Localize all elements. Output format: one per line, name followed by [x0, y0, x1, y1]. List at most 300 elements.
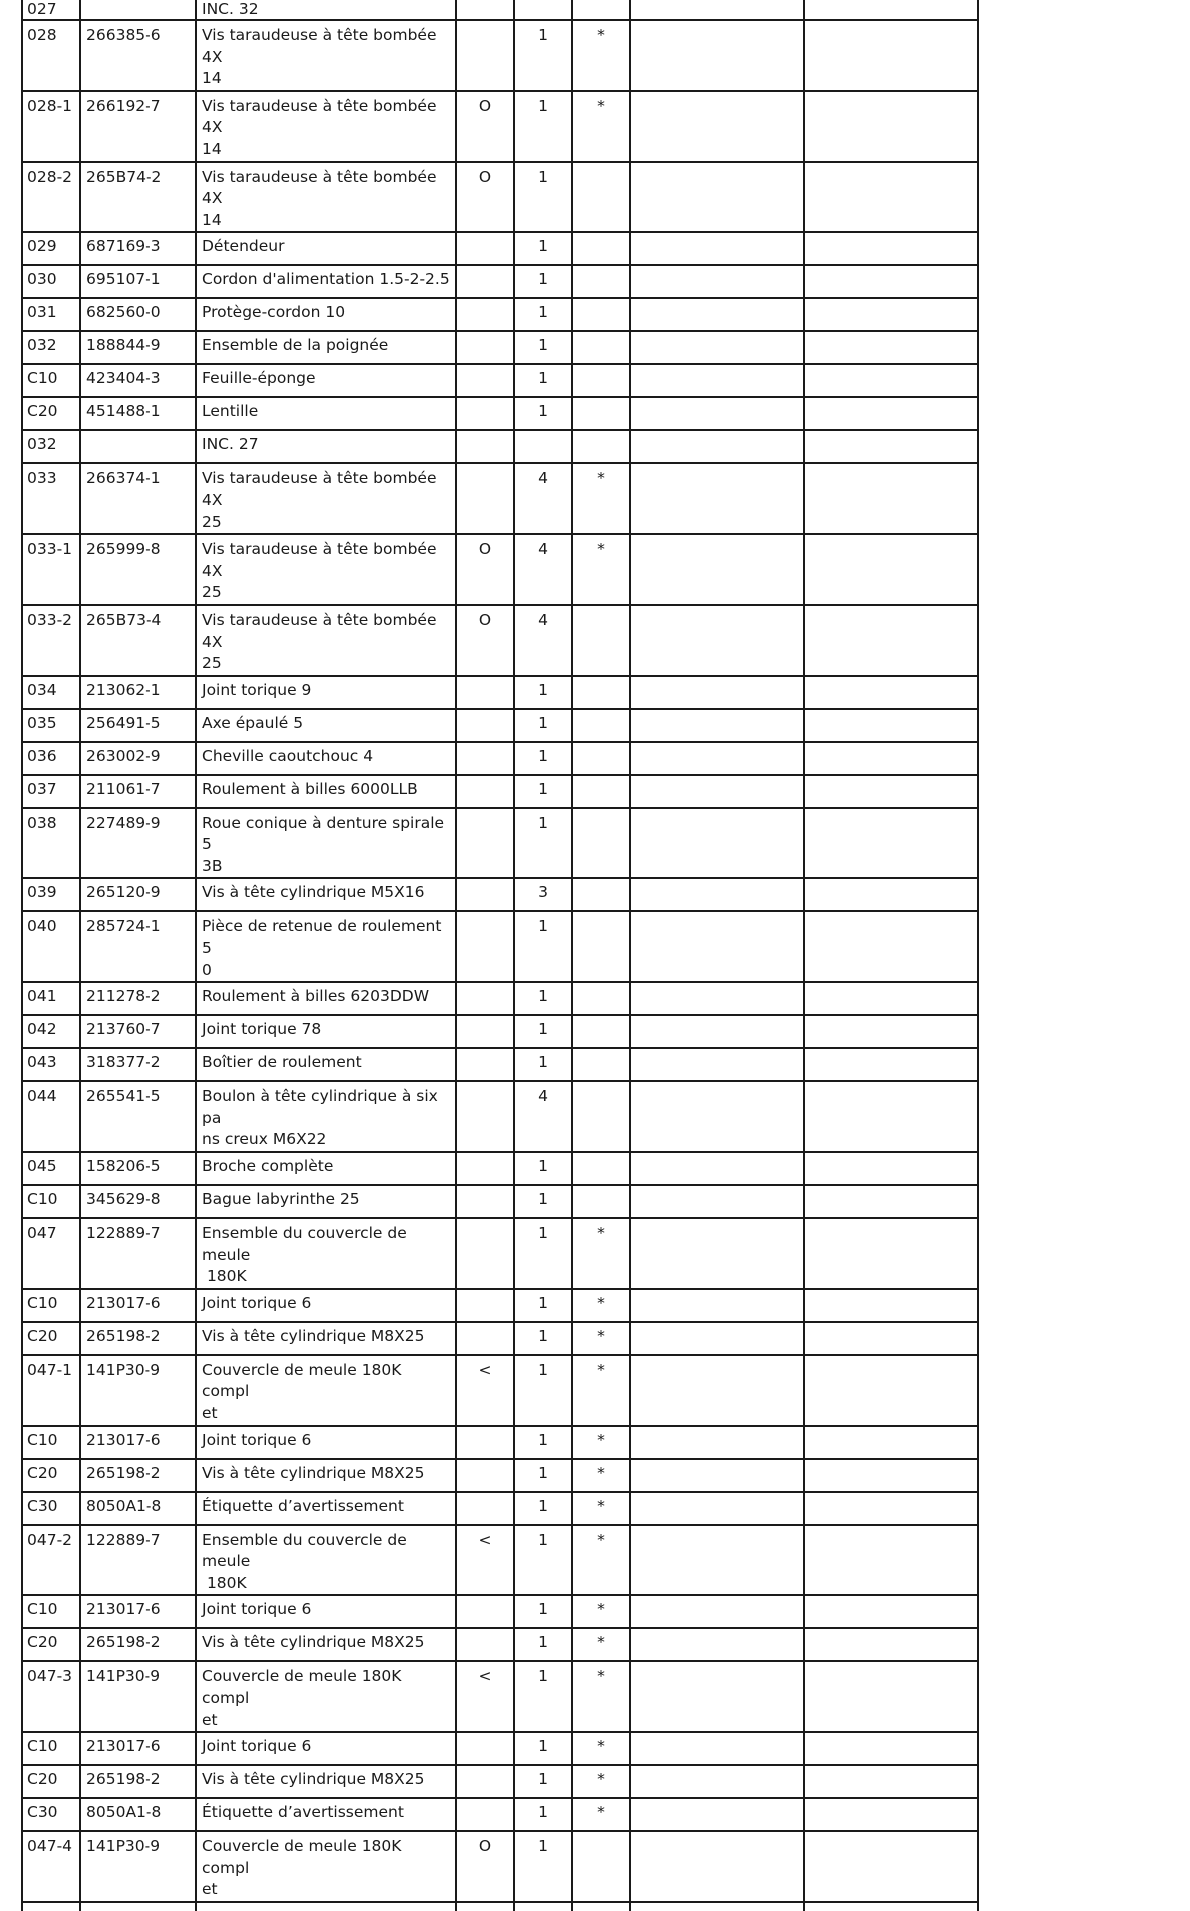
blank-cell: [804, 982, 978, 1015]
part-quantity-cell: 1: [514, 1661, 572, 1732]
blank-cell: [630, 331, 804, 364]
blank-cell: [804, 709, 978, 742]
part-ref-cell: 045: [22, 1152, 80, 1185]
part-ref-cell: 047-1: [22, 1355, 80, 1426]
part-note-cell: [456, 808, 514, 879]
part-note-cell: [456, 742, 514, 775]
part-quantity-cell: 1: [514, 91, 572, 162]
part-description-cell: Protège-cordon 10: [196, 298, 456, 331]
table-row-continuation: [22, 1902, 978, 1911]
table-row: [22, 1152, 978, 1185]
part-number-cell: 213017-6: [80, 1732, 196, 1765]
blank-cell: [804, 1798, 978, 1831]
blank-cell: [804, 1628, 978, 1661]
blank-cell: [804, 1289, 978, 1322]
part-marker-cell: [572, 1185, 630, 1218]
part-quantity-cell: 4: [514, 534, 572, 605]
table-row: [22, 430, 978, 463]
part-note-cell: [456, 878, 514, 911]
part-ref-cell: 042: [22, 1015, 80, 1048]
part-marker-cell: [572, 605, 630, 676]
part-number-cell: 211061-7: [80, 775, 196, 808]
part-marker-cell: *: [572, 1322, 630, 1355]
part-note-cell: [456, 709, 514, 742]
blank-cell: [630, 709, 804, 742]
part-quantity-cell: 1: [514, 364, 572, 397]
blank-cell: [630, 232, 804, 265]
blank-cell: [630, 1765, 804, 1798]
part-number-cell: 451488-1: [80, 397, 196, 430]
part-note-cell: [456, 1289, 514, 1322]
part-quantity-cell: 1: [514, 1831, 572, 1902]
blank-cell: [804, 911, 978, 982]
table-row: [22, 1015, 978, 1048]
blank-cell: [630, 1152, 804, 1185]
part-number-cell: 122889-7: [80, 1218, 196, 1289]
part-ref-cell: 033-1: [22, 534, 80, 605]
part-number-cell: 227489-9: [80, 808, 196, 879]
part-quantity-cell: 1: [514, 982, 572, 1015]
table-row: [22, 1048, 978, 1081]
blank-cell: [804, 676, 978, 709]
blank-cell: [804, 265, 978, 298]
part-description-cell: Lentille: [196, 397, 456, 430]
part-ref-cell: C30: [22, 1798, 80, 1831]
part-description-cell: Boulon à tête cylindrique à six pa ns creux M6X22: [196, 1081, 456, 1152]
part-quantity-cell: 1: [514, 20, 572, 91]
part-ref-cell: 038: [22, 808, 80, 879]
part-description-cell: Vis à tête cylindrique M8X25: [196, 1628, 456, 1661]
blank-cell: [804, 1426, 978, 1459]
part-ref-cell: 028-1: [22, 91, 80, 162]
part-ref-cell: 041: [22, 982, 80, 1015]
part-number-cell: 141P30-9: [80, 1355, 196, 1426]
part-quantity-cell: 1: [514, 232, 572, 265]
blank-cell: [804, 808, 978, 879]
table-row: [22, 1459, 978, 1492]
part-number-cell: 265999-8: [80, 534, 196, 605]
part-ref-cell: 033-2: [22, 605, 80, 676]
part-marker-cell: *: [572, 1628, 630, 1661]
table-row: [22, 775, 978, 808]
part-note-cell: O: [456, 162, 514, 233]
blank-cell: [804, 1048, 978, 1081]
part-note-cell: [456, 397, 514, 430]
part-quantity-cell: 1: [514, 1015, 572, 1048]
blank-cell: [804, 1525, 978, 1596]
blank-cell: [630, 676, 804, 709]
part-quantity-cell: [514, 0, 572, 20]
part-number-cell: 141P30-9: [80, 1831, 196, 1902]
part-ref-cell: C20: [22, 1628, 80, 1661]
continuation-cell: [630, 1902, 804, 1911]
part-quantity-cell: 3: [514, 878, 572, 911]
part-note-cell: O: [456, 1831, 514, 1902]
blank-cell: [804, 1732, 978, 1765]
part-ref-cell: 034: [22, 676, 80, 709]
part-ref-cell: 039: [22, 878, 80, 911]
blank-cell: [804, 1765, 978, 1798]
part-description-cell: Roue conique à denture spirale 5 3B: [196, 808, 456, 879]
blank-cell: [630, 1525, 804, 1596]
part-description-cell: Vis à tête cylindrique M8X25: [196, 1765, 456, 1798]
part-ref-cell: 047-2: [22, 1525, 80, 1596]
part-description-cell: Cheville caoutchouc 4: [196, 742, 456, 775]
table-row: [22, 742, 978, 775]
part-description-cell: Boîtier de roulement: [196, 1048, 456, 1081]
part-ref-cell: C10: [22, 1595, 80, 1628]
part-quantity-cell: 1: [514, 1525, 572, 1596]
parts-table: [21, 0, 979, 1911]
part-description-cell: Feuille-éponge: [196, 364, 456, 397]
part-ref-cell: 031: [22, 298, 80, 331]
part-marker-cell: [572, 808, 630, 879]
continuation-cell: [22, 1902, 80, 1911]
blank-cell: [630, 1185, 804, 1218]
part-ref-cell: 047-4: [22, 1831, 80, 1902]
part-marker-cell: [572, 1831, 630, 1902]
part-number-cell: 318377-2: [80, 1048, 196, 1081]
part-note-cell: [456, 775, 514, 808]
blank-cell: [630, 742, 804, 775]
part-ref-cell: C10: [22, 364, 80, 397]
part-marker-cell: [572, 430, 630, 463]
blank-cell: [804, 1595, 978, 1628]
part-marker-cell: *: [572, 1218, 630, 1289]
table-row: [22, 1831, 978, 1902]
part-marker-cell: *: [572, 1355, 630, 1426]
part-description-cell: Pièce de retenue de roulement 5 0: [196, 911, 456, 982]
part-quantity-cell: 1: [514, 1798, 572, 1831]
part-quantity-cell: 1: [514, 1492, 572, 1525]
part-description-cell: Vis taraudeuse à tête bombée 4X 14: [196, 20, 456, 91]
part-number-cell: 265120-9: [80, 878, 196, 911]
part-number-cell: 285724-1: [80, 911, 196, 982]
part-marker-cell: *: [572, 1732, 630, 1765]
blank-cell: [630, 0, 804, 20]
blank-cell: [630, 1732, 804, 1765]
part-quantity-cell: 1: [514, 397, 572, 430]
part-note-cell: [456, 1015, 514, 1048]
part-quantity-cell: 1: [514, 1595, 572, 1628]
part-marker-cell: *: [572, 1492, 630, 1525]
part-marker-cell: [572, 1015, 630, 1048]
blank-cell: [630, 775, 804, 808]
continuation-cell: [804, 1902, 978, 1911]
part-marker-cell: *: [572, 1525, 630, 1596]
blank-cell: [630, 1595, 804, 1628]
part-ref-cell: 043: [22, 1048, 80, 1081]
continuation-cell: [514, 1902, 572, 1911]
part-quantity-cell: 1: [514, 709, 572, 742]
part-ref-cell: 040: [22, 911, 80, 982]
blank-cell: [630, 1081, 804, 1152]
part-note-cell: [456, 1595, 514, 1628]
part-number-cell: 265198-2: [80, 1459, 196, 1492]
blank-cell: [804, 397, 978, 430]
part-number-cell: 265B74-2: [80, 162, 196, 233]
part-description-cell: Couvercle de meule 180K compl et: [196, 1831, 456, 1902]
part-quantity-cell: 4: [514, 1081, 572, 1152]
table-row: [22, 534, 978, 605]
part-marker-cell: [572, 982, 630, 1015]
part-number-cell: 266192-7: [80, 91, 196, 162]
part-description-cell: Vis à tête cylindrique M8X25: [196, 1322, 456, 1355]
blank-cell: [630, 463, 804, 534]
blank-cell: [630, 878, 804, 911]
part-note-cell: <: [456, 1661, 514, 1732]
part-ref-cell: C20: [22, 1459, 80, 1492]
part-marker-cell: *: [572, 1289, 630, 1322]
part-number-cell: 188844-9: [80, 331, 196, 364]
part-ref-cell: C10: [22, 1185, 80, 1218]
part-marker-cell: [572, 742, 630, 775]
table-row: [22, 1492, 978, 1525]
part-note-cell: [456, 1765, 514, 1798]
part-note-cell: [456, 676, 514, 709]
part-description-cell: Vis à tête cylindrique M8X25: [196, 1459, 456, 1492]
part-description-cell: Cordon d'alimentation 1.5-2-2.5: [196, 265, 456, 298]
part-marker-cell: *: [572, 534, 630, 605]
continuation-cell: [196, 1902, 456, 1911]
part-number-cell: 266374-1: [80, 463, 196, 534]
part-marker-cell: [572, 0, 630, 20]
blank-cell: [630, 91, 804, 162]
blank-cell: [804, 1831, 978, 1902]
part-quantity-cell: 1: [514, 1732, 572, 1765]
part-note-cell: [456, 20, 514, 91]
part-description-cell: Vis à tête cylindrique M5X16: [196, 878, 456, 911]
part-marker-cell: [572, 265, 630, 298]
blank-cell: [630, 1015, 804, 1048]
part-ref-cell: 035: [22, 709, 80, 742]
part-note-cell: <: [456, 1525, 514, 1596]
part-description-cell: Vis taraudeuse à tête bombée 4X 14: [196, 91, 456, 162]
part-marker-cell: [572, 775, 630, 808]
part-quantity-cell: 1: [514, 1765, 572, 1798]
table-row: [22, 605, 978, 676]
part-ref-cell: C30: [22, 1492, 80, 1525]
blank-cell: [804, 463, 978, 534]
part-note-cell: [456, 298, 514, 331]
part-marker-cell: [572, 709, 630, 742]
part-note-cell: [456, 265, 514, 298]
continuation-cell: [572, 1902, 630, 1911]
part-quantity-cell: 1: [514, 162, 572, 233]
part-marker-cell: *: [572, 1765, 630, 1798]
part-number-cell: 213062-1: [80, 676, 196, 709]
part-marker-cell: *: [572, 1798, 630, 1831]
part-quantity-cell: 1: [514, 1628, 572, 1661]
blank-cell: [630, 265, 804, 298]
part-ref-cell: 030: [22, 265, 80, 298]
table-row: [22, 1525, 978, 1596]
blank-cell: [804, 20, 978, 91]
table-row: [22, 331, 978, 364]
part-description-cell: Couvercle de meule 180K compl et: [196, 1661, 456, 1732]
part-ref-cell: 028: [22, 20, 80, 91]
blank-cell: [630, 911, 804, 982]
blank-cell: [804, 298, 978, 331]
table-row: [22, 1798, 978, 1831]
part-marker-cell: [572, 1048, 630, 1081]
part-note-cell: [456, 1218, 514, 1289]
blank-cell: [630, 1798, 804, 1831]
table-row: [22, 20, 978, 91]
part-quantity-cell: [514, 430, 572, 463]
blank-cell: [804, 878, 978, 911]
part-number-cell: 423404-3: [80, 364, 196, 397]
part-number-cell: 256491-5: [80, 709, 196, 742]
table-row: [22, 162, 978, 233]
part-ref-cell: C10: [22, 1732, 80, 1765]
part-number-cell: 682560-0: [80, 298, 196, 331]
part-ref-cell: C10: [22, 1426, 80, 1459]
blank-cell: [630, 808, 804, 879]
blank-cell: [630, 162, 804, 233]
part-note-cell: O: [456, 91, 514, 162]
table-row: [22, 1185, 978, 1218]
part-ref-cell: 036: [22, 742, 80, 775]
part-marker-cell: *: [572, 91, 630, 162]
part-ref-cell: 029: [22, 232, 80, 265]
parts-table-body: [22, 0, 978, 1911]
blank-cell: [804, 605, 978, 676]
table-row: [22, 1732, 978, 1765]
part-note-cell: [456, 1459, 514, 1492]
part-number-cell: 213017-6: [80, 1289, 196, 1322]
table-row: [22, 0, 978, 20]
part-ref-cell: 047: [22, 1218, 80, 1289]
part-description-cell: Joint torique 6: [196, 1426, 456, 1459]
part-description-cell: Broche complète: [196, 1152, 456, 1185]
part-number-cell: [80, 430, 196, 463]
blank-cell: [804, 1081, 978, 1152]
part-note-cell: [456, 1152, 514, 1185]
part-quantity-cell: 1: [514, 331, 572, 364]
part-number-cell: 158206-5: [80, 1152, 196, 1185]
table-row: [22, 1595, 978, 1628]
part-description-cell: Étiquette d’avertissement: [196, 1798, 456, 1831]
part-note-cell: [456, 1628, 514, 1661]
part-note-cell: [456, 331, 514, 364]
table-row: [22, 1426, 978, 1459]
part-number-cell: 213017-6: [80, 1426, 196, 1459]
part-note-cell: [456, 364, 514, 397]
part-ref-cell: C20: [22, 397, 80, 430]
part-description-cell: Joint torique 6: [196, 1289, 456, 1322]
part-note-cell: [456, 911, 514, 982]
part-note-cell: [456, 1798, 514, 1831]
blank-cell: [630, 982, 804, 1015]
part-number-cell: 263002-9: [80, 742, 196, 775]
part-note-cell: [456, 1081, 514, 1152]
part-marker-cell: [572, 397, 630, 430]
table-row: [22, 709, 978, 742]
part-marker-cell: [572, 331, 630, 364]
part-description-cell: Couvercle de meule 180K compl et: [196, 1355, 456, 1426]
part-number-cell: 265541-5: [80, 1081, 196, 1152]
table-row: [22, 982, 978, 1015]
part-note-cell: [456, 1426, 514, 1459]
part-description-cell: Vis taraudeuse à tête bombée 4X 25: [196, 534, 456, 605]
part-note-cell: [456, 430, 514, 463]
part-note-cell: O: [456, 534, 514, 605]
part-ref-cell: 044: [22, 1081, 80, 1152]
part-ref-cell: 028-2: [22, 162, 80, 233]
part-number-cell: 8050A1-8: [80, 1798, 196, 1831]
part-marker-cell: *: [572, 463, 630, 534]
part-note-cell: [456, 232, 514, 265]
part-ref-cell: C10: [22, 1289, 80, 1322]
part-marker-cell: [572, 232, 630, 265]
table-row: [22, 1289, 978, 1322]
part-description-cell: Joint torique 6: [196, 1595, 456, 1628]
part-number-cell: 345629-8: [80, 1185, 196, 1218]
part-marker-cell: [572, 364, 630, 397]
part-description-cell: Roulement à billes 6000LLB: [196, 775, 456, 808]
part-description-cell: Joint torique 6: [196, 1732, 456, 1765]
table-row: [22, 298, 978, 331]
part-description-cell: INC. 32: [196, 0, 456, 20]
part-note-cell: [456, 0, 514, 20]
part-quantity-cell: 1: [514, 1459, 572, 1492]
part-note-cell: [456, 1185, 514, 1218]
blank-cell: [804, 1322, 978, 1355]
part-ref-cell: 032: [22, 331, 80, 364]
part-marker-cell: [572, 878, 630, 911]
part-note-cell: [456, 1048, 514, 1081]
part-quantity-cell: 1: [514, 1218, 572, 1289]
part-quantity-cell: 1: [514, 1289, 572, 1322]
part-number-cell: [80, 0, 196, 20]
part-marker-cell: *: [572, 1459, 630, 1492]
table-row: [22, 808, 978, 879]
table-row: [22, 878, 978, 911]
continuation-cell: [80, 1902, 196, 1911]
part-number-cell: 695107-1: [80, 265, 196, 298]
blank-cell: [630, 298, 804, 331]
table-row: [22, 1765, 978, 1798]
blank-cell: [630, 430, 804, 463]
blank-cell: [804, 1015, 978, 1048]
blank-cell: [804, 1218, 978, 1289]
part-description-cell: Ensemble de la poignée: [196, 331, 456, 364]
part-note-cell: [456, 982, 514, 1015]
blank-cell: [804, 1459, 978, 1492]
part-ref-cell: 033: [22, 463, 80, 534]
blank-cell: [630, 1218, 804, 1289]
blank-cell: [804, 364, 978, 397]
blank-cell: [804, 534, 978, 605]
part-number-cell: 213760-7: [80, 1015, 196, 1048]
table-row: [22, 1218, 978, 1289]
part-quantity-cell: 1: [514, 1322, 572, 1355]
part-description-cell: Étiquette d’avertissement: [196, 1492, 456, 1525]
table-row: [22, 232, 978, 265]
blank-cell: [804, 775, 978, 808]
part-note-cell: <: [456, 1355, 514, 1426]
blank-cell: [630, 1459, 804, 1492]
part-number-cell: 213017-6: [80, 1595, 196, 1628]
blank-cell: [630, 1661, 804, 1732]
part-number-cell: 211278-2: [80, 982, 196, 1015]
part-quantity-cell: 1: [514, 1152, 572, 1185]
table-row: [22, 1081, 978, 1152]
part-quantity-cell: 1: [514, 265, 572, 298]
part-quantity-cell: 4: [514, 605, 572, 676]
part-ref-cell: 032: [22, 430, 80, 463]
